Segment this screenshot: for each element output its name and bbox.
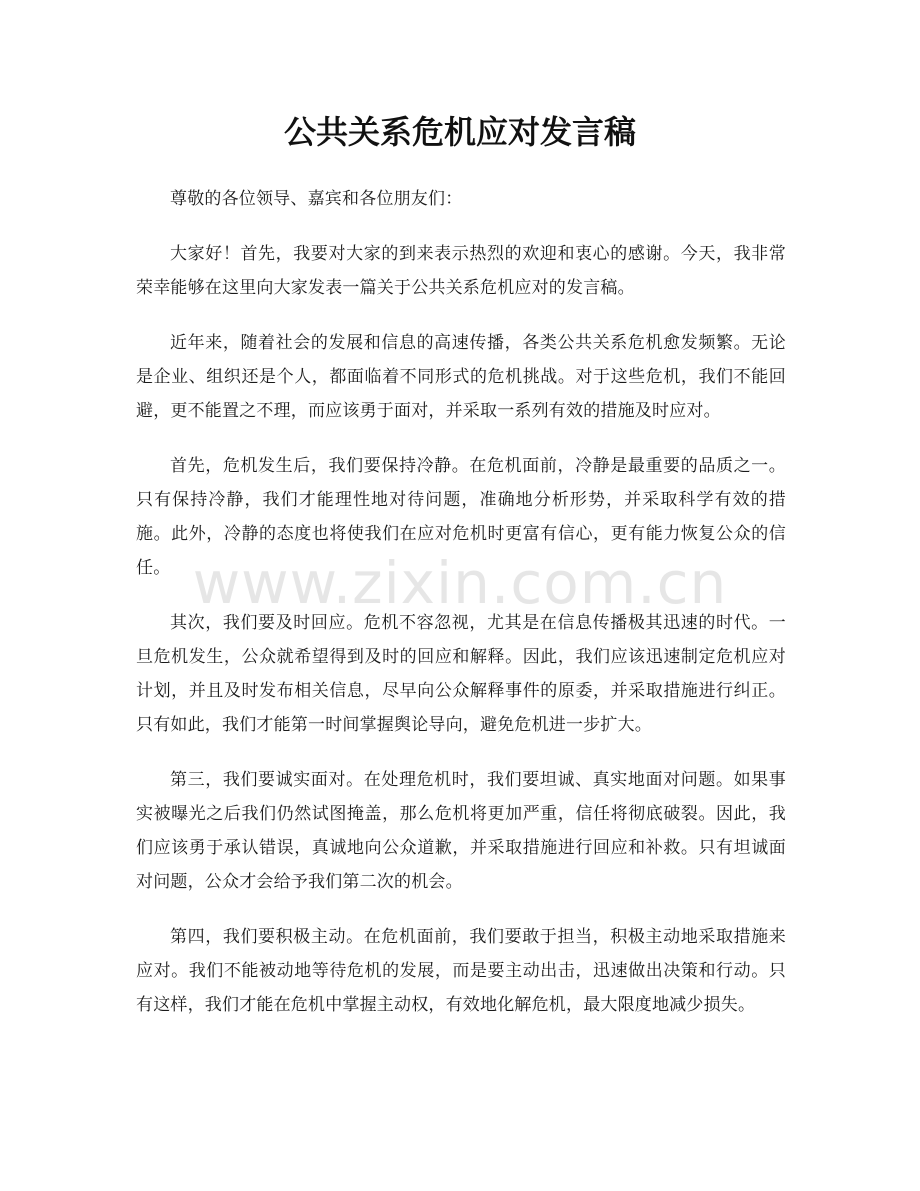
salutation-paragraph: 尊敬的各位领导、嘉宾和各位朋友们： [170, 189, 463, 209]
document-body [136, 182, 786, 1043]
body-paragraph: 其次，我们要及时回应。危机不容忽视，尤其是在信息传播极其迅速的时代。一旦危机发生，公众就希望得到及时的回应和解释。因此，我们应该迅速制定危机应对计划，并且及时发布相关信息，尽早向公众解释事件的原委，并采取措施进行纠正。只有如此，我们才能第一时间掌握舆论导向，避免危机进一步扩大。 [136, 613, 786, 735]
body-paragraph: 首先，危机发生后，我们要保持冷静。在危机面前，冷静是最重要的品质之一。只有保持冷静，我们才能理性地对待问题，准确地分析形势，并采取科学有效的措施。此外，冷静的态度也将使我们在应对危机时更富有信心，更有能力恢复公众的信任。 [136, 456, 786, 578]
body-paragraph: 大家好！首先，我要对大家的到来表示热烈的欢迎和衷心的感谢。今天，我非常荣幸能够在这里向大家发表一篇关于公共关系危机应对的发言稿。 [136, 244, 786, 298]
document-title: 公共关系危机应对发言稿 [283, 113, 636, 151]
watermark-text: www.zixin.com.cn [192, 549, 728, 617]
body-paragraph: 第四，我们要积极主动。在危机面前，我们要敢于担当，积极主动地采取措施来应对。我们不能被动地等待危机的发展，而是要主动出击，迅速做出决策和行动。只有这样，我们才能在危机中掌握主动权，有效地化解危机，最大限度地减少损失。 [136, 927, 786, 1015]
body-paragraph: 近年来，随着社会的发展和信息的高速传播，各类公共关系危机愈发频繁。无论是企业、组织还是个人，都面临着不同形式的危机挑战。对于这些危机，我们不能回避，更不能置之不理，而应该勇于面对，并采取一系列有效的措施及时应对。 [136, 333, 786, 421]
body-paragraph: 第三，我们要诚实面对。在处理危机时，我们要坦诚、真实地面对问题。如果事实被曝光之后我们仍然试图掩盖，那么危机将更加严重，信任将彻底破裂。因此，我们应该勇于承认错误，真诚地向公众道歉，并采取措施进行回应和补救。只有坦诚面对问题，公众才会给予我们第二次的机会。 [136, 770, 786, 892]
